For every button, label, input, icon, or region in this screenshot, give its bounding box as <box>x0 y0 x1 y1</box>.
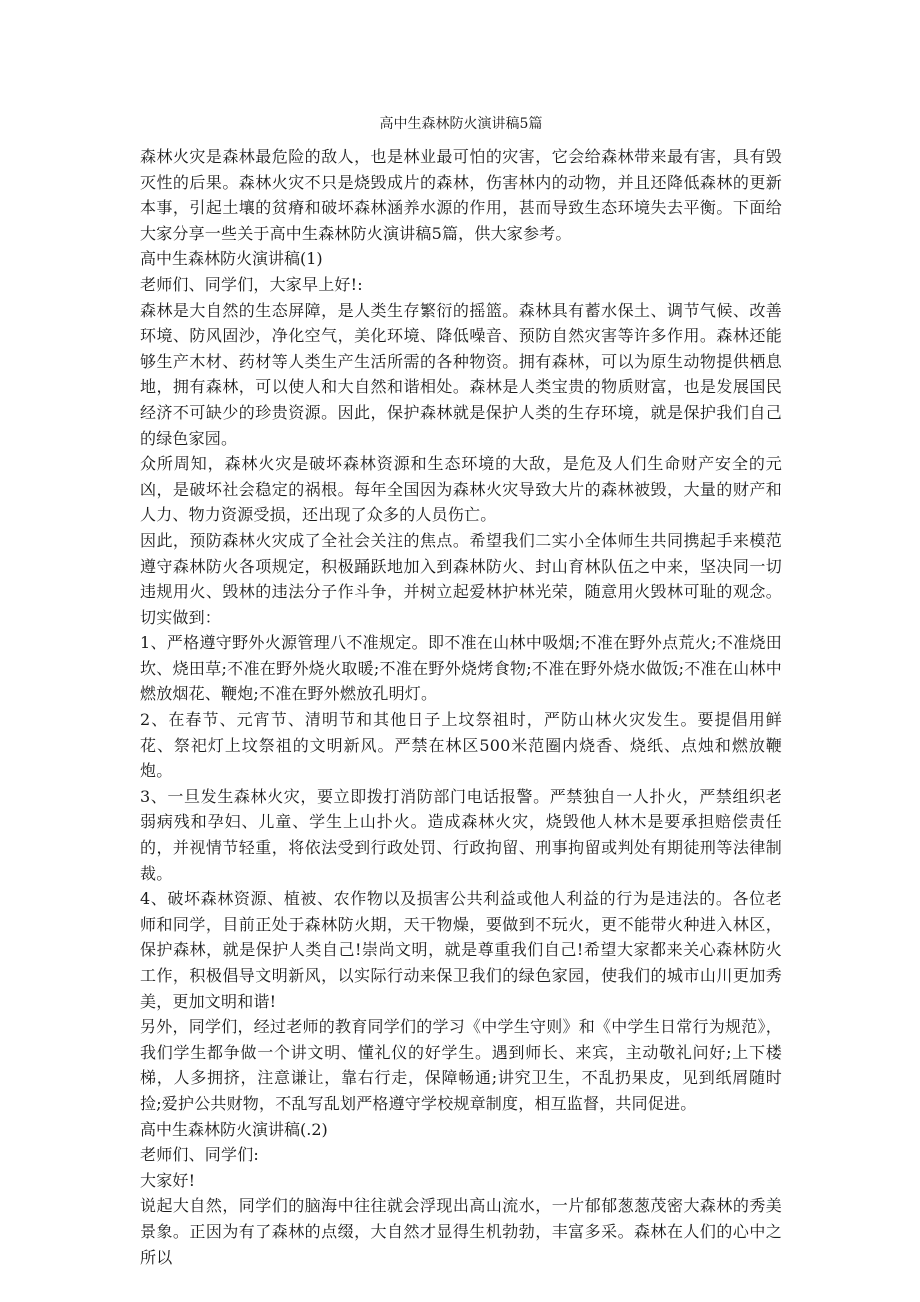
speech-2-heading: 高中生森林防火演讲稿(.2) <box>140 1119 328 1139</box>
speech-1-paragraph-2: 众所周知，森林火灾是破坏森林资源和生态环境的大敌，是危及人们生命财产安全的元凶，是破坏社会稳定的祸根。每年全国因为森林火灾导致大片的森林被毁，大量的财产和人力、物力资源受损，还出现了众多的人员伤亡。 <box>140 454 782 525</box>
document-title: 高中生森林防火演讲稿5篇 <box>379 116 543 132</box>
speech-1-item-1: 1、严格遵守野外火源管理八不准规定。即不准在山林中吸烟;不准在野外点荒火;不准烧田坎、烧田草;不准在野外烧火取暖;不准在野外烧烤食物;不准在野外烧水做饭;不准在山林中燃放烟花、鞭炮;不准在野外燃放孔明灯。 <box>140 633 782 704</box>
speech-1-item-2: 2、在春节、元宵节、清明节和其他日子上坟祭祖时，严防山林火灾发生。要提倡用鲜花、祭祀灯上坟祭祖的文明新风。严禁在林区500米范圈内烧香、烧纸、点烛和燃放鞭炮。 <box>140 710 782 781</box>
intro-paragraph: 森林火灾是森林最危险的敌人，也是林业最可怕的灾害，它会给森林带来最有害，具有毁灭性的后果。森林火灾不只是烧毁成片的森林，伤害林内的动物，并且还降低森林的更新本事，引起土壤的贫瘠和破坏森林涵养水源的作用，甚而导致生态环境失去平衡。下面给大家分享一些关于高中生森林防火演讲稿5篇，供大家参考。 <box>140 147 782 243</box>
speech-1-paragraph-3: 因此，预防森林火灾成了全社会关注的焦点。希望我们二实小全体师生共同携起手来模范遵守森林防火各项规定，积极踊跃地加入到森林防火、封山育林队伍之中来，坚决同一切违规用火、毁林的违法分子作斗争，并树立起爱林护林光荣，随意用火毁林可耻的观念。切实做到： <box>140 530 782 627</box>
speech-1-paragraph-4: 另外，同学们，经过老师的教育同学们的学习《中学生守则》和《中学生日常行为规范》，我们学生都争做一个讲文明、懂礼仪的好学生。遇到师长、来宾，主动敬礼问好;上下楼梯，人多拥挤，注意谦让，靠右行走，保障畅通;讲究卫生，不乱扔果皮，见到纸屑随时捡;爱护公共财物，不乱写乱划严格遵守学校规章制度，相互监督，共同促进。 <box>140 1017 782 1113</box>
speech-2-greeting: 老师们、同学们: <box>140 1145 259 1165</box>
speech-1-item-3: 3、一旦发生森林火灾，要立即拨打消防部门电话报警。严禁独自一人扑火，严禁组织老弱病残和孕妇、儿童、学生上山扑火。造成森林火灾，烧毁他人林木是要承担赔偿责任的，并视情节轻重，将依法受到行政处罚、行政拘留、刑事拘留或判处有期徒刑等法律制裁。 <box>140 786 782 883</box>
document-page <box>140 110 782 1270</box>
speech-1-greeting: 老师们、同学们，大家早上好!: <box>140 274 363 294</box>
speech-1-heading: 高中生森林防火演讲稿(1) <box>140 249 323 269</box>
speech-1-paragraph-1: 森林是大自然的生态屏障，是人类生存繁衍的摇篮。森林具有蓄水保土、调节气候、改善环境、防风固沙，净化空气，美化环境、降低噪音、预防自然灾害等许多作用。森林还能够生产木材、药材等人类生产生活所需的各种物资。拥有森林，可以为原生动物提供栖息地，拥有森林，可以使人和大自然和谐相处。森林是人类宝贵的物质财富，也是发展国民经济不可缺少的珍贵资源。因此，保护森林就是保护人类的生存环境，就是保护我们自己的绿色家园。 <box>140 300 782 448</box>
speech-2-greeting-2: 大家好! <box>140 1170 196 1190</box>
speech-2-paragraph-1: 说起大自然，同学们的脑海中往往就会浮现出高山流水，一片郁郁葱葱茂密大森林的秀美景象。正因为有了森林的点缀，大自然才显得生机勃勃，丰富多采。森林在人们的心中之所以 <box>140 1196 782 1267</box>
speech-1-item-4: 4、破坏森林资源、植被、农作物以及损害公共利益或他人利益的行为是违法的。各位老师和同学，目前正处于森林防火期，天干物燥，要做到不玩火，更不能带火种进入林区，保护森林，就是保护人类自己!崇尚文明，就是尊重我们自己!希望大家都来关心森林防火工作，积极倡导文明新风，以实际行动来保卫我们的绿色家园，使我们的城市山川更加秀美，更加文明和谐! <box>140 889 782 1011</box>
